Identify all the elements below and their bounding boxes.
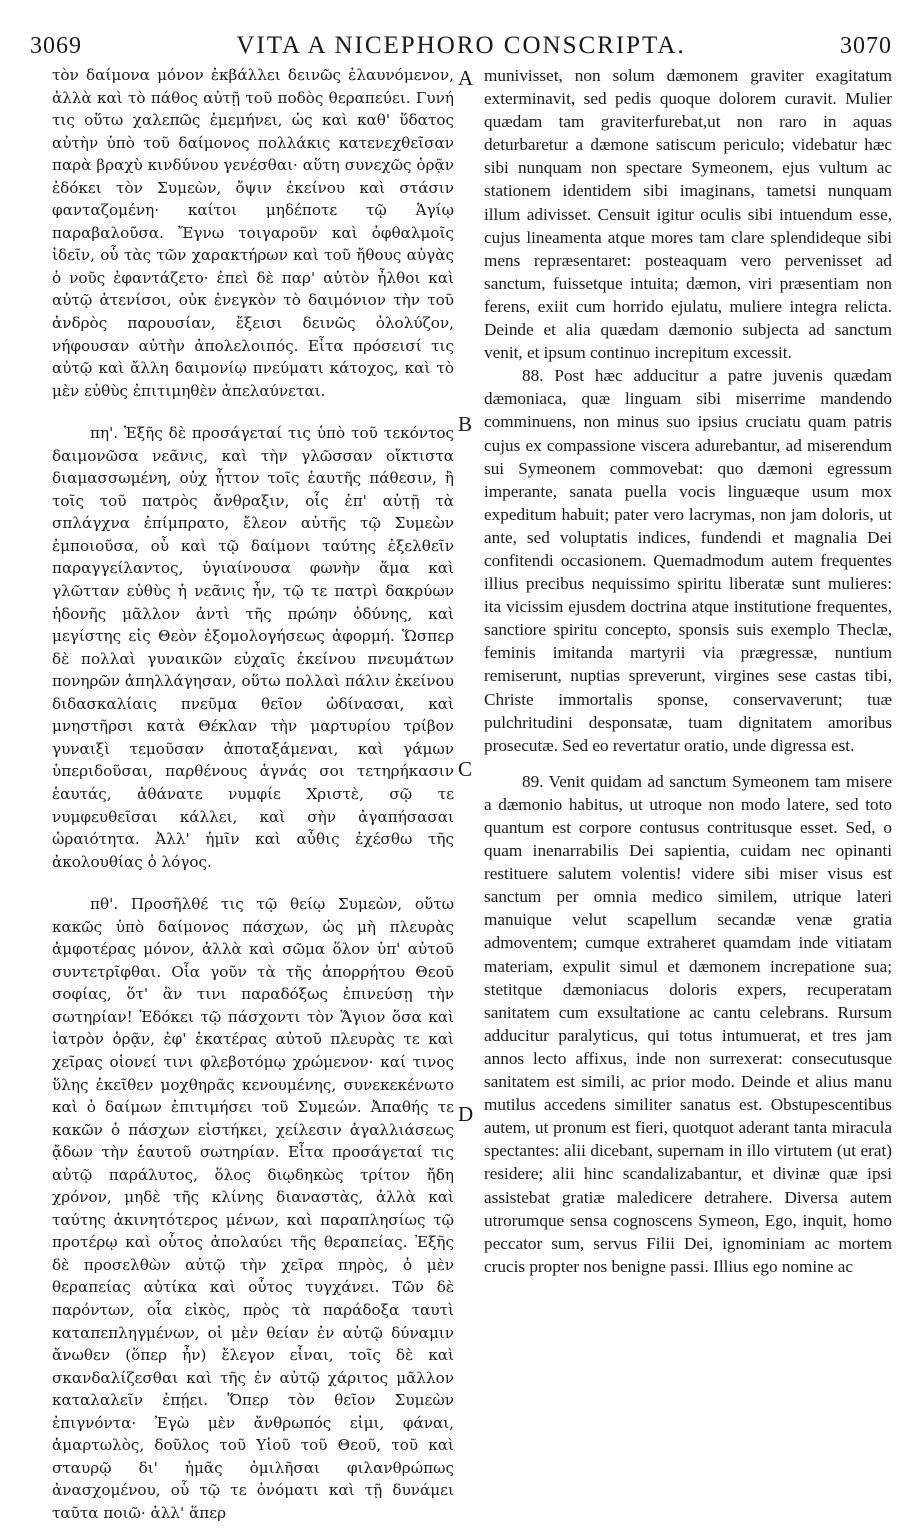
greek-paragraph-89: πθ'. Προσῆλθέ τις τῷ θείῳ Συμεὼν, οὕτω κακῶς ὑπὸ δαίμονος πάσχων, ὡς μὴ πλευρὰς ἀμφοτέρας μόνον, ἀλλὰ καὶ σῶμα ὅλον ὑπ' αὐτοῦ συντετρῖφθαι. Οἷα γοῦν τὰ τῆς ἀπορρήτου Θεοῦ σοφίας, ὅτ' ἂν τινι παραδόξως ἐπινεύσῃ τὴν σωτηρίαν! Ἐδόκει τῷ πάσχοντι τὸν Ἅγιον ὅσα καὶ ἰατρὸν ὁρᾷν, ἐφ' ἑκατέρας αὐτοῦ πλευρὰς τε καὶ χεῖρας οἱονεί τινι φλεβοτόμῳ χρώμενον· καί τινος ὕλης ἐκεῖθεν μοχθηρᾶς κενουμένης, συνεκεκένωτο καὶ ὁ δαίμων ἐπιτιμήσει τοῦ Συμεών. Ἀπαθής τε κακῶν ὁ πάσχων εἱστήκει, χείλεσιν ἀγαλλιάσεως ᾄδων τὴν ἑαυτοῦ σωτηρίαν. Εἶτα προσάγεταί τις αὐτῷ παράλυτος, ὅλος διῳδηκὼς τρίτον ἤδη χρόνον, μηδὲ τῆς κλίνης διαναστὰς, ἀλλὰ καὶ ταύτης ἀκινητότερος μένων, καὶ παραπλησίως τῷ προτέρῳ καὶ οὗτος ἀπολαύει τῆς θεραπείας. Ἐξῆς δὲ προσελθὼν αὐτῷ τὴν χεῖρα πηρὸς, ὁ μὲν θεραπείας αὐτίκα καὶ οὗτος τυγχάνει. Τῶν δὲ παρόντων, οἷα εἰκὸς, πρὸς τὰ παράδοξα ταυτὶ καταπεπληγμένων, οἱ μὲν θείαν ἐν αὐτῷ δύναμιν ἄνωθεν (ὅπερ ἦν) ἔλεγον εἶναι, τοῖς δὲ καὶ σκανδαλίζεσθαι καὶ τῆς ἐν αὐτῷ χάριτος μᾶλλον καταλαλεῖν ἐπῄει. Ὅπερ τὸν θεῖον Συμεὼν ἐπιγνόντα· Ἐγὼ μὲν ἄνθρωπός εἰμι, φάναι, ἁμαρτωλὸς, δοῦλος τοῦ Υἱοῦ τοῦ Θεοῦ, τοῦ καὶ σταυρῷ δι' ἡμᾶς ὁμιλῆσαι φιλανθρώπως ἀνασχομένου, οὗ τῷ τε ὀνόματι καὶ τῇ δυνάμει ταῦτα ποιῶ· ἀλλ' ἅπερ (52, 895, 454, 1522)
margin-letter-a: A (458, 66, 474, 90)
margin-letter-d: D (458, 1102, 474, 1126)
latin-column (484, 64, 892, 1278)
margin-letter-c: C (458, 757, 473, 781)
running-header (30, 32, 892, 62)
latin-paragraph-89: 89. Venit quidam ad sanctum Symeonem tam misere a dæmonio habitus, ut utroque non modo latere, sed toto quantum est corpore contusus contritusque esset. Sed, o quam inenarrabilis Dei sapientia, cuidam nec opinanti restituere salutem volentis! videre sibi miser visus est sanctum per omnia medico similem, utrique lateri manuique velut scapellum secandæ venæ gratia admoventem; cumque extraheret quamdam inde vitiatam materiam, expulit simul et dæmonem increpatione sua; stetitque dæmoniacus doloris expers, recuperatam sanitatem cum exsultatione ac cantu celebrans. Rursum adducitur paralyticus, qui totus intumuerat, et tres jam annos lecto affixus, inde non surrexerat: consecutusque sanitatem est simili, ac prior modo. Deinde et alius manu mutilus accedens similiter sanatus est. Obstupescentibus autem, ut pronum est fieri, quotquot aderant tanta miracula spectantes: alii dicebant, supernam in illo virtutem (ut erat) residere; alii hinc scandalizabantur, et divinæ quæ ipsi assistebat gratiæ maledicere detrahere. Diversa autem utrorumque sensa cognoscens Symeon, Ego, inquit, homo peccator sum, servus Filii Dei, ignominiam ac mortem crucis propter nos benigne passi. Illius ego nomine ac (484, 771, 892, 1276)
greek-paragraph-88: πη'. Ἑξῆς δὲ προσάγεταί τις ὑπὸ τοῦ τεκόντος δαιμονῶσα νεᾶνις, καὶ τὴν γλῶσσαν οἴκτιστα διαμασσωμένη, οὐχ ἧττον τοῖς ἑαυτῆς πάθεσιν, ἢ τοῖς τοῦ πατρὸς ἄνθραξιν, οἷς ἐπ' αὐτῇ τὰ σπλάγχνα ἐπίμπρατο, ἔλεον αὐτῆς τῷ Συμεὼν ἐμποιοῦσα, οὗ καὶ τῷ δαίμονι ταύτης ἐξελθεῖν παραγγείλαντος, ὑγιαίνουσα φωνὴν ἅμα καὶ γλῶτταν εὐθὺς ἡ νεᾶνις ἦν, τῷ τε πατρὶ δακρύων ἡδονῆς μᾶλλον ἀντὶ τῆς πρώην ὀδύνης, καὶ μεγίστης εἰς Θεὸν ἐξομολογήσεως ἀφορμή. Ὥσπερ δὲ πολλαὶ γυναικῶν εὐχαῖς ἐκείνου πνευμάτων πονηρῶν ἀπηλλάγησαν, οὕτω πολλαὶ πάλιν ἐκείνου διδασκαλίαις πνεῦμα θεῖον ὠδίνασαι, καὶ μνηστῆρσι κατὰ Θέκλαν τὴν μαρτυρίου τρίβον γυναιξὶ τεμοῦσαν ἀποταξάμεναι, καὶ γάμων ὑπεριδοῦσαι, παρθένους ἁγνάς σοι τετηρήκασιν ἑαυτάς, ἀθάνατε νυμφίε Χριστὲ, σῷ τε νυμφευθεῖσαι κάλλει, καὶ σὴν ἀγαπήσασαι ὡραιότητα. Ἀλλ' ἡμῖν καὶ αὖθις ἐχέσθω τῆς ἀκολουθίας ὁ λόγος. (52, 424, 454, 871)
right-page-number: 3070 (840, 33, 892, 59)
running-title: VITA A NICEPHORO CONSCRIPTA. (236, 32, 686, 59)
greek-column (52, 64, 454, 1524)
left-page-number: 3069 (30, 33, 82, 59)
margin-letter-b: B (458, 412, 473, 436)
latin-paragraph-88: 88. Post hæc adducitur a patre juvenis quædam dæmoniaca, quæ linguam sibi miserrime mandendo comminuens, non minus suo ipsius cruciatu quam patris cujus ex compassione viscera adurebantur, ad miserendum sui Symeonem commovebat: quo dæmoni egressum imperante, sanata puella vocis linguæque usum mox expeditum habuit; pater vero lacrymas, non jam doloris, ut ante, sed voluptatis indices, fundendi et magnalia Dei confitendi occasionem. Quemadmodum autem frequentes illius precibus nequissimo spiritu liberatæ sunt mulieres: ita vicissim ejusdem doctrina atque institutione frequentes, sanctiore spiritu concepto, sponsis suis exemplo Theclæ, feminis imitanda martyrii via prægressæ, nuntium remiserunt, nuptias spreverunt, virgines sese castas tibi, Christe immortalis sponse, conservaverunt; tuæ pulchritudini desponsatæ, tuam dignitatem amoribus prosecutæ. Sed eo revertatur oratio, unde digressa est. (484, 366, 892, 755)
greek-paragraph-1: τὸν δαίμονα μόνον ἐκβάλλει δεινῶς ἐλαυνόμενον, ἀλλὰ καὶ τὸ πάθος αὐτῇ τοῦ ποδὸς θεραπεύει. Γυνή τις οὕτω χαλεπῶς ἐμεμήνει, ὡς καὶ καθ' ὕδατος αὐτὴν ὑπὸ τοῦ δαίμονος πολλάκις κατενεχθεῖσαν παρὰ βραχὺ κινδύνου γενέσθαι· αὕτη συνεχῶς ὁρᾷν ἐδόκει τὸν Συμεὼν, ὄψιν ἐκείνου καὶ στάσιν φανταζομένη· καίτοι μηδέποτε τῷ Ἁγίῳ παραβαλοῦσα. Ἔγνω τοιγαροῦν καὶ ὀφθαλμοῖς ἰδεῖν, οὗ τὰς τῶν χαρακτήρων καὶ τοῦ ἤθους αὐγὰς ὁ νοῦς ἐφαντάζετο· ἐπεὶ δὲ παρ' αὐτὸν ἦλθοι καὶ αὐτῷ ἀτενίσοι, οὐκ ἐνεγκὸν τὸ δαιμόνιον τὴν τοῦ ἀνδρὸς παρουσίαν, ἔξεισι δεινῶς ὀλολύζον, νήφουσαν αὐτὴν ἀπολελοιπός. Εἶτα πρόσεισί τις αὐτῷ καὶ ἄλλη δαιμονίῳ πνεύματι κάτοχος, καὶ τὸ μὲν εὐθὺς ἐπιτιμηθὲν ἀπελαύνεται. (52, 66, 454, 400)
latin-paragraph-1: munivisset, non solum dæmonem graviter exagitatum exterminavit, sed pedis quoque dolorem curavit. Mulier quædam tam graviterfurebat,ut non raro in aquas deturbaretur a dæmone satiscum periculo; videbatur hæc sibi nunquam non spectare Symeonem, ejus vultum ac stationem identidem sibi imaginans, tametsi nunquam illum adivisset. Censuit igitur oculis sibi intuendum esse, cujus lineamenta atque mores tam clare splendideque sibi mens repræsentaret: posteaquam vero pervenisset ad sanctum, fuissetque intuita; dæmon, viri præsentiam non ferens, exiit cum horrido ejulatu, muliere integra relicta. Deinde et alia quædam dæmonio subjecta ad sanctum venit, et ipsum continuo increpitum excessit. (484, 66, 892, 363)
